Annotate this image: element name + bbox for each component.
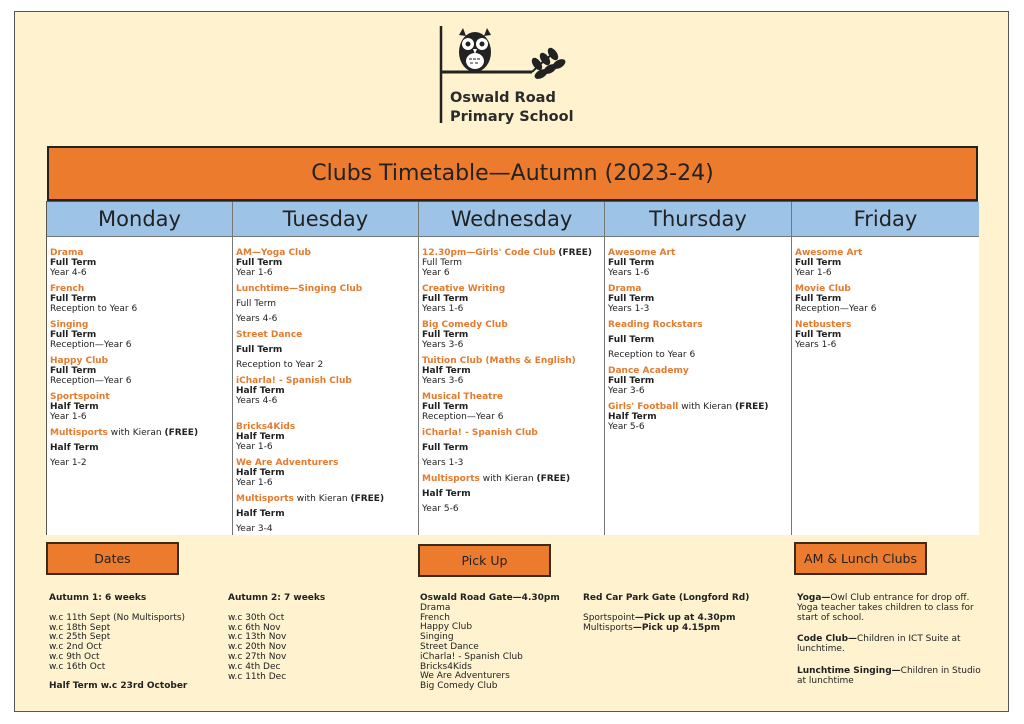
club-years: Reception to Year 2 [236,360,324,370]
autumn2-week: w.c 30th Oct [228,612,285,623]
club-name-text: Big Comedy Club [422,320,508,330]
club-entry [236,422,414,452]
pickup-button[interactable]: Pick Up [418,544,551,577]
club-name-text: Sportspoint [50,392,110,402]
club-term: Full Term [236,299,277,309]
club-years: Year 1-6 [795,268,832,278]
days-grid [46,201,978,535]
club-term: Half Term [236,509,285,519]
club-entry [236,284,414,324]
club-term: Full Term [422,443,469,453]
club-entry [50,356,228,386]
club-years: Year 1-6 [236,478,273,488]
club-entry [422,248,600,278]
day-column-monday [47,202,233,535]
club-name-text: iCharla! - Spanish Club [236,376,352,386]
club-entry [608,320,787,360]
club-name [608,402,787,412]
club-name-text: AM—Yoga Club [236,248,311,258]
club-with: with Kieran [479,474,537,484]
club-name [236,330,414,340]
club-years: Years 1-6 [608,268,650,278]
club-entry [50,392,228,422]
club-term: Half Term [608,412,657,422]
pickup-club: Singing [420,632,454,643]
day-clubs [233,237,418,535]
club-years: Year 6 [422,268,450,278]
autumn2-week: w.c 6th Nov [228,622,281,633]
club-term: Full Term [50,258,97,268]
club-name [50,356,228,366]
note-title: Code Club— [797,634,858,645]
club-name [608,248,787,258]
club-name-text: 12.30pm—Girls' Code Club [422,248,556,258]
club-free-badge: (FREE) [536,474,571,484]
pickup-club: French [420,612,450,623]
am-lunch-clubs-button[interactable]: AM & Lunch Clubs [794,542,927,575]
club-term: Full Term [795,258,842,268]
club-name [795,284,975,294]
club-name-text: Lunchtime—Singing Club [236,284,363,294]
club-term: Half Term [50,443,99,453]
club-entry [608,284,787,314]
club-free-badge: (FREE) [164,428,199,438]
club-term: Half Term [236,468,285,478]
club-name [422,356,600,366]
club-name [50,428,228,438]
club-name [236,494,414,504]
club-name [795,248,975,258]
day-clubs [605,237,791,535]
club-years: Year 4-6 [50,268,87,278]
club-name-text: Awesome Art [608,248,676,258]
club-name [50,392,228,402]
oswald-road-gate [420,594,580,692]
club-name-text: Reading Rockstars [608,320,703,330]
page-title: Clubs Timetable—Autumn (2023-24) [47,146,978,201]
club-name-text: Multisports [50,428,108,438]
am-lunch-note [797,594,985,623]
club-name [50,248,228,258]
club-term: Half Term [236,432,285,442]
club-years: Year 1-6 [236,268,273,278]
club-name-text: Drama [50,248,84,258]
red-car-park-gate [583,594,783,633]
club-years: Reception—Year 6 [795,304,877,314]
pickup-club: Bricks4Kids [420,661,472,672]
autumn2-week: w.c 27th Nov [228,651,287,662]
day-header: Monday [47,202,232,237]
club-years: Year 1-2 [50,458,87,468]
club-term: Half Term [422,366,471,376]
club-entry [50,428,228,468]
club-term: Full Term [236,258,283,268]
club-years: Years 1-3 [608,304,650,314]
club-free-badge: (FREE) [558,248,593,258]
club-years: Reception to Year 6 [608,350,696,360]
club-name [422,320,600,330]
club-name [422,284,600,294]
club-name-text: Drama [608,284,642,294]
club-years: Year 1-6 [236,442,273,452]
club-years: Years 1-6 [795,340,837,350]
club-term: Half Term [422,489,471,499]
autumn1-week: w.c 2nd Oct [49,642,102,653]
club-name-text: Netbusters [795,320,852,330]
red-gate-heading: Red Car Park Gate (Longford Rd) [583,593,750,603]
club-name-text: Happy Club [50,356,109,366]
club-term: Full Term [608,294,655,304]
club-years: Reception to Year 6 [50,304,138,314]
pickup-club: Big Comedy Club [420,681,498,692]
day-column-tuesday [233,202,419,535]
club-term: Half Term [50,402,99,412]
club-name [236,458,414,468]
club-entry [50,320,228,350]
club-term: Half Term [236,386,285,396]
day-column-wednesday [419,202,605,535]
dates-button[interactable]: Dates [46,542,179,575]
club-name-text: Girls' Football [608,402,679,412]
autumn1-week: w.c 9th Oct [49,651,100,662]
club-term: Full Term [422,258,463,268]
club-years: Year 3-4 [236,524,273,534]
club-term: Full Term [795,330,842,340]
pickup-club: Drama [420,602,451,613]
autumn2-dates [228,594,378,682]
club-entry [236,376,414,406]
club-entry [236,330,414,370]
club-name-text: Multisports [236,494,294,504]
club-name [795,320,975,330]
day-header: Friday [792,202,979,237]
club-name-text: Multisports [422,474,480,484]
club-name-text: Movie Club [795,284,851,294]
autumn1-week: w.c 11th Sept (No Multisports) [49,612,186,623]
pickup-club: We Are Adventurers [420,671,510,682]
club-years: Years 3-6 [422,376,464,386]
club-name [236,376,414,386]
club-name [608,320,787,330]
club-entry [236,248,414,278]
autumn2-week: w.c 4th Dec [228,661,281,672]
club-entry [608,402,787,432]
red-gate-club: Multisports [583,622,633,633]
school-name-line1: Oswald Road [450,90,556,106]
club-name [236,422,414,432]
club-years: Year 3-6 [608,386,645,396]
club-name [608,284,787,294]
club-name-text: Singing [50,320,89,330]
club-entry [50,248,228,278]
club-term: Full Term [50,294,97,304]
note-title: Yoga— [797,593,831,603]
club-term: Full Term [608,258,655,268]
half-term-note: Half Term w.c 23rd October [49,680,188,691]
autumn2-week: w.c 13th Nov [228,632,287,643]
club-entry [422,356,600,386]
club-name [236,248,414,258]
club-entry [422,392,600,422]
club-entry [422,284,600,314]
club-free-badge: (FREE) [734,402,769,412]
school-name-line2: Primary School [450,109,574,125]
day-column-friday [792,202,979,535]
club-term: Full Term [422,330,469,340]
autumn1-week: w.c 18th Sept [49,622,111,633]
club-name [422,392,600,402]
am-lunch-note [797,635,985,655]
club-years: Reception—Year 6 [50,376,132,386]
club-term: Full Term [50,330,97,340]
club-years: Years 1-6 [422,304,464,314]
club-term: Full Term [795,294,842,304]
club-years: Years 4-6 [236,396,278,406]
note-text: Owl Club entrance for drop off. Yoga teacher takes children to class for start of school. [797,593,974,623]
club-years: Years 4-6 [236,314,278,324]
club-name [50,284,228,294]
club-term: Full Term [608,376,655,386]
club-name-text: We Are Adventurers [236,458,339,468]
club-entry [422,474,600,514]
autumn2-week: w.c 11th Dec [228,671,287,682]
club-name-text: Dance Academy [608,366,689,376]
club-term: Full Term [422,402,469,412]
day-header: Tuesday [233,202,418,237]
club-years: Year 1-6 [50,412,87,422]
club-entry [422,428,600,468]
club-years: Year 5-6 [608,422,645,432]
autumn1-dates [49,594,219,691]
club-entry [608,366,787,396]
club-entry [422,320,600,350]
club-with: with Kieran [678,402,735,412]
club-entry [795,284,975,314]
autumn1-heading: Autumn 1: 6 weeks [49,593,147,603]
club-name-text: Street Dance [236,330,303,340]
am-lunch-notes [797,594,985,699]
club-name-text: iCharla! - Spanish Club [422,428,538,438]
pickup-club: Happy Club [420,622,473,633]
pickup-club: Street Dance [420,641,479,652]
red-gate-time: —Pick up 4.15pm [632,622,720,633]
note-text: Children in Studio at lunchtime [797,665,981,686]
club-term: Full Term [608,335,655,345]
oswald-gate-heading: Oswald Road Gate—4.30pm [420,593,560,603]
club-entry [608,248,787,278]
club-name-text: French [50,284,85,294]
note-text: Children in ICT Suite at lunchtime. [797,634,961,655]
note-title: Lunchtime Singing— [797,665,901,676]
autumn1-week: w.c 25th Sept [49,632,111,643]
club-entry [236,458,414,488]
club-entry [795,248,975,278]
club-entry [795,320,975,350]
day-clubs [419,237,604,535]
club-name [236,284,414,294]
red-gate-club: Sportspoint [583,612,635,623]
club-with: with Kieran [293,494,351,504]
red-gate-item [583,624,783,634]
pickup-club: iCharla! - Spanish Club [420,651,523,662]
school-name [450,89,574,127]
club-name-text: Awesome Art [795,248,863,258]
day-clubs [47,237,232,535]
club-term: Full Term [422,294,469,304]
club-years: Reception—Year 6 [422,412,504,422]
autumn1-week: w.c 16th Oct [49,661,106,672]
club-term: Full Term [50,366,97,376]
club-with: with Kieran [107,428,165,438]
club-name [422,474,600,484]
club-name [422,428,600,438]
club-name-text: Tuition Club (Maths & English) [422,356,576,366]
club-years: Reception—Year 6 [50,340,132,350]
club-term: Full Term [236,345,283,355]
red-gate-time: —Pick up at 4.30pm [634,612,736,623]
club-entry [236,494,414,534]
club-years: Year 5-6 [422,504,459,514]
club-name [608,366,787,376]
club-name [50,320,228,330]
club-years: Years 3-6 [422,340,464,350]
club-name-text: Bricks4Kids [236,422,296,432]
club-name [422,248,600,258]
day-header: Thursday [605,202,791,237]
day-column-thursday [605,202,792,535]
club-free-badge: (FREE) [350,494,385,504]
day-header: Wednesday [419,202,604,237]
autumn2-heading: Autumn 2: 7 weeks [228,593,326,603]
autumn2-week: w.c 20th Nov [228,642,287,653]
club-name-text: Musical Theatre [422,392,503,402]
club-entry [50,284,228,314]
am-lunch-note [797,667,985,687]
day-clubs [792,237,979,535]
club-years: Years 1-3 [422,458,464,468]
club-name-text: Creative Writing [422,284,506,294]
